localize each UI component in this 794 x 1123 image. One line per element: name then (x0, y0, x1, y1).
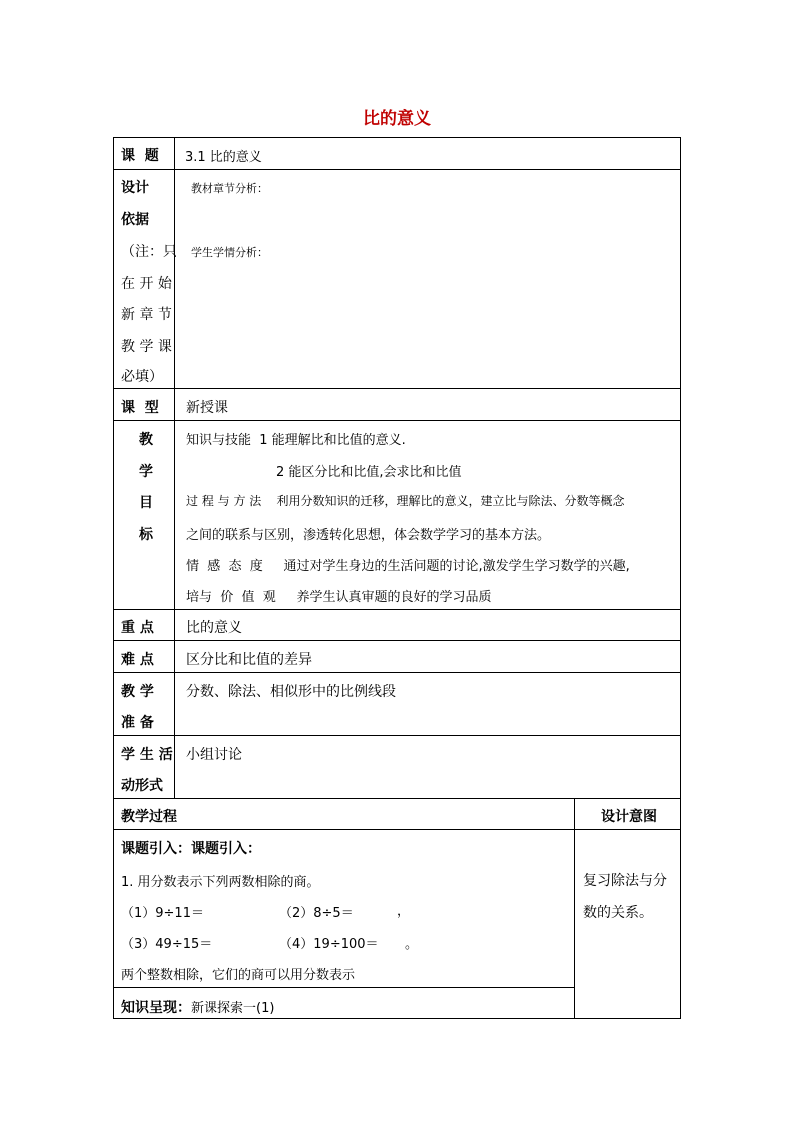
goal-knowledge-2: 2 能区分比和比值,会求比和比值 (276, 465, 462, 480)
row-design-basis (113, 170, 681, 389)
intro-label: 课题引入：课题引入： (121, 841, 261, 857)
goal-attitude: 情 感 态 度 通过对学生身边的生活问题的讨论,激发学生学习数学的兴趣, (186, 559, 630, 574)
intent-line-2: 数的关系。 (583, 905, 653, 921)
basis-label-5: 新 章 节 (121, 307, 172, 323)
basis-label-6: 教 学 课 (121, 339, 172, 355)
exercise-4: （4）19÷100＝ (279, 937, 379, 952)
difficulty-value: 区分比和比值的差异 (186, 652, 312, 668)
row-process-content (113, 830, 681, 1019)
goal-process-2: 之间的联系与区别，渗透转化思想，体会数学学习的基本方法。 (186, 528, 551, 543)
prep-label-2: 准 备 (121, 715, 154, 731)
conclusion-text: 两个整数相除，它们的商可以用分数表示 (121, 968, 356, 983)
row-difficulty (113, 641, 681, 673)
difficulty-label: 难 点 (121, 652, 154, 668)
process-divider (113, 987, 574, 988)
exercise-3: （3）49÷15＝ (121, 937, 213, 952)
goal-process: 过 程 与 方 法 利用分数知识的迁移，理解比的意义，建立比与除法、分数等概念 (186, 494, 625, 508)
key-point-value: 比的意义 (186, 620, 242, 636)
basis-label-1: 设计 (121, 180, 149, 196)
activity-label-1: 学 生 活 (121, 747, 173, 763)
goal-knowledge: 知识与技能 1 能理解比和比值的意义. (186, 433, 406, 448)
goals-label-3: 目 (139, 495, 153, 511)
exercise-4-punct: 。 (405, 937, 419, 952)
basis-label-2: 依据 (121, 212, 149, 228)
topic-label: 课 题 (121, 148, 159, 164)
document-title: 比的意义 (363, 109, 431, 129)
process-header: 教学过程 (121, 809, 177, 825)
goal-attitude-2: 培与 价 值 观 养学生认真审题的良好的学习品质 (186, 590, 492, 605)
row-topic (113, 137, 681, 170)
activity-value: 小组讨论 (186, 747, 242, 763)
goals-label-1: 教 (139, 432, 153, 448)
textbook-analysis: 教材章节分析： (191, 182, 268, 195)
key-point-label: 重 点 (121, 620, 154, 636)
basis-label-3: （注：只 (121, 244, 177, 260)
goals-label-4: 标 (139, 527, 153, 543)
topic-value: 3.1 比的意义 (185, 150, 262, 165)
basis-label-4: 在 开 始 (121, 276, 172, 292)
row-lesson-type (113, 389, 681, 421)
row-teaching-prep (113, 673, 681, 736)
student-analysis: 学生学情分析： (191, 246, 268, 259)
row-process-header (113, 799, 681, 830)
row-student-activity (113, 736, 681, 799)
present-label: 知识呈现： (121, 1000, 191, 1016)
present-value: 新课探索一(1) (191, 1001, 275, 1016)
prep-label-1: 教 学 (121, 684, 154, 700)
row-teaching-goals (113, 421, 681, 610)
prep-value: 分数、除法、相似形中的比例线段 (186, 684, 396, 700)
activity-label-2: 动形式 (121, 778, 163, 794)
lesson-type-value: 新授课 (186, 400, 228, 416)
basis-label-7: 必填） (121, 369, 163, 385)
question-1: 1. 用分数表示下列两数相除的商。 (121, 875, 320, 890)
row-key-point (113, 610, 681, 641)
exercise-2: （2）8÷5＝ (279, 906, 354, 921)
exercise-1: （1）9÷11＝ (121, 906, 204, 921)
design-intent-header: 设计意图 (601, 809, 657, 825)
exercise-2-punct: ， (397, 904, 411, 919)
lesson-type-label: 课 型 (121, 400, 159, 416)
goals-label-2: 学 (139, 464, 153, 480)
intent-line-1: 复习除法与分 (583, 873, 667, 889)
